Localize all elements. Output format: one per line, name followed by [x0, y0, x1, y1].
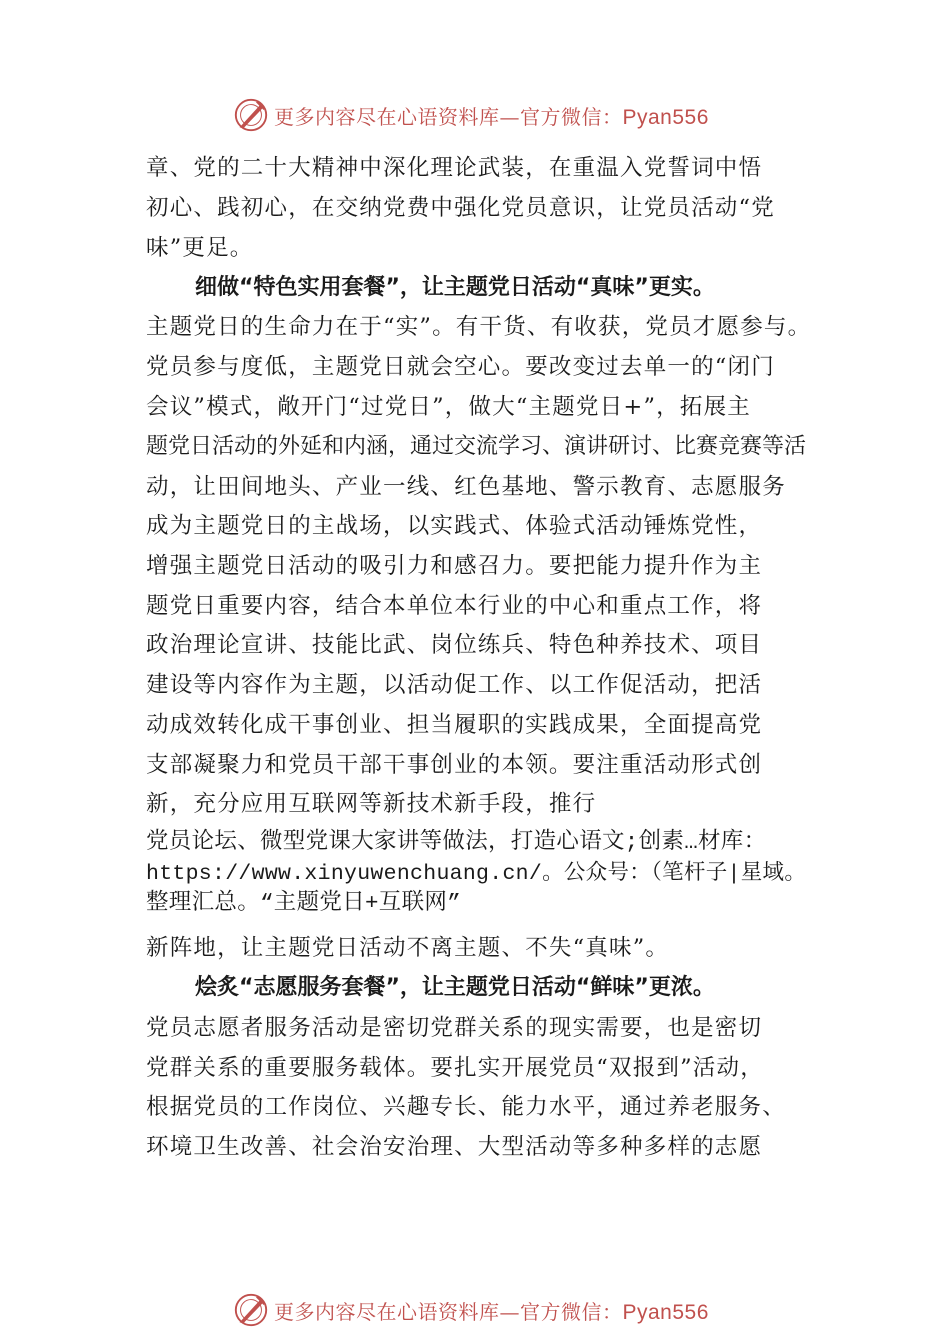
quill-logo-icon [232, 1291, 270, 1329]
header-banner [232, 95, 709, 135]
text-line: 题党日重要内容，结合本单位本行业的中心和重点工作，将 [146, 593, 763, 619]
text-line: 初心、践初心，在交纳党费中强化党员意识，让党员活动“党 [146, 195, 775, 221]
text-line: 党员参与度低，主题党日就会空心。要改变过去单一的“闭门 [146, 354, 775, 380]
text-line: 党员志愿者服务活动是密切党群关系的现实需要，也是密切 [146, 1015, 763, 1041]
text-line: 味”更足。 [146, 235, 254, 261]
banner-text: 更多内容尽在心语资料库—官方微信：Pyan556 [274, 104, 709, 129]
text-line: 题党日活动的外延和内涵，通过交流学习、演讲研讨、比赛竞赛等活 [146, 434, 807, 459]
text-line: 章、党的二十大精神中深化理论武装，在重温入党誓词中悟 [146, 155, 763, 181]
text-line: 动，让田间地头、产业一线、红色基地、警示教育、志愿服务 [146, 474, 786, 500]
text-line: 党群关系的重要服务载体。要扎实开展党员“双报到”活动， [146, 1055, 764, 1081]
source-note-line: 党员论坛、微型党课大家讲等做法，打造心语文;创素…材库： [146, 829, 767, 855]
text-line: 支部凝聚力和党员干部干事创业的本领。要注重活动形式创 [146, 752, 763, 778]
quill-logo-icon [232, 96, 270, 134]
text-line: 增强主题党日活动的吸引力和感召力。要把能力提升作为主 [146, 553, 763, 579]
footer-banner [232, 1290, 709, 1330]
text-line: 政治理论宣讲、技能比武、岗位练兵、特色种养技术、项目 [146, 632, 763, 658]
text-line: 主题党日的生命力在于“实”。有干货、有收获，党员才愿参与。 [146, 314, 812, 340]
text-line: 新，充分应用互联网等新技术新手段，推行 [146, 791, 597, 817]
text-line: 会议”模式，敞开门“过党日”，做大“主题党日+”，拓展主 [146, 394, 751, 420]
text-line: 建设等内容作为主题，以活动促工作、以工作促活动，把活 [146, 672, 763, 698]
source-url-line: https://www.xinyuwenchuang.cn/。公众号：（笔杆子|星域。 [146, 862, 807, 886]
source-note-line: 整理汇总。“主题党日+互联网” [146, 890, 462, 916]
text-line: 动成效转化成干事创业、担当履职的实践成果，全面提高党 [146, 712, 763, 738]
section-heading: 细做“特色实用套餐”，让主题党日活动“真味”更实。 [195, 275, 715, 300]
section-heading: 烩炙“志愿服务套餐”，让主题党日活动“鲜味”更浓。 [195, 975, 715, 1000]
banner-text: 更多内容尽在心语资料库—官方微信：Pyan556 [274, 1299, 709, 1324]
text-line: 新阵地，让主题党日活动不离主题、不失“真味”。 [146, 935, 670, 961]
text-line: 环境卫生改善、社会治安治理、大型活动等多种多样的志愿 [146, 1134, 763, 1160]
text-line: 成为主题党日的主战场，以实践式、体验式活动锤炼党性， [146, 513, 763, 539]
text-line: 根据党员的工作岗位、兴趣专长、能力水平，通过养老服务、 [146, 1094, 786, 1120]
